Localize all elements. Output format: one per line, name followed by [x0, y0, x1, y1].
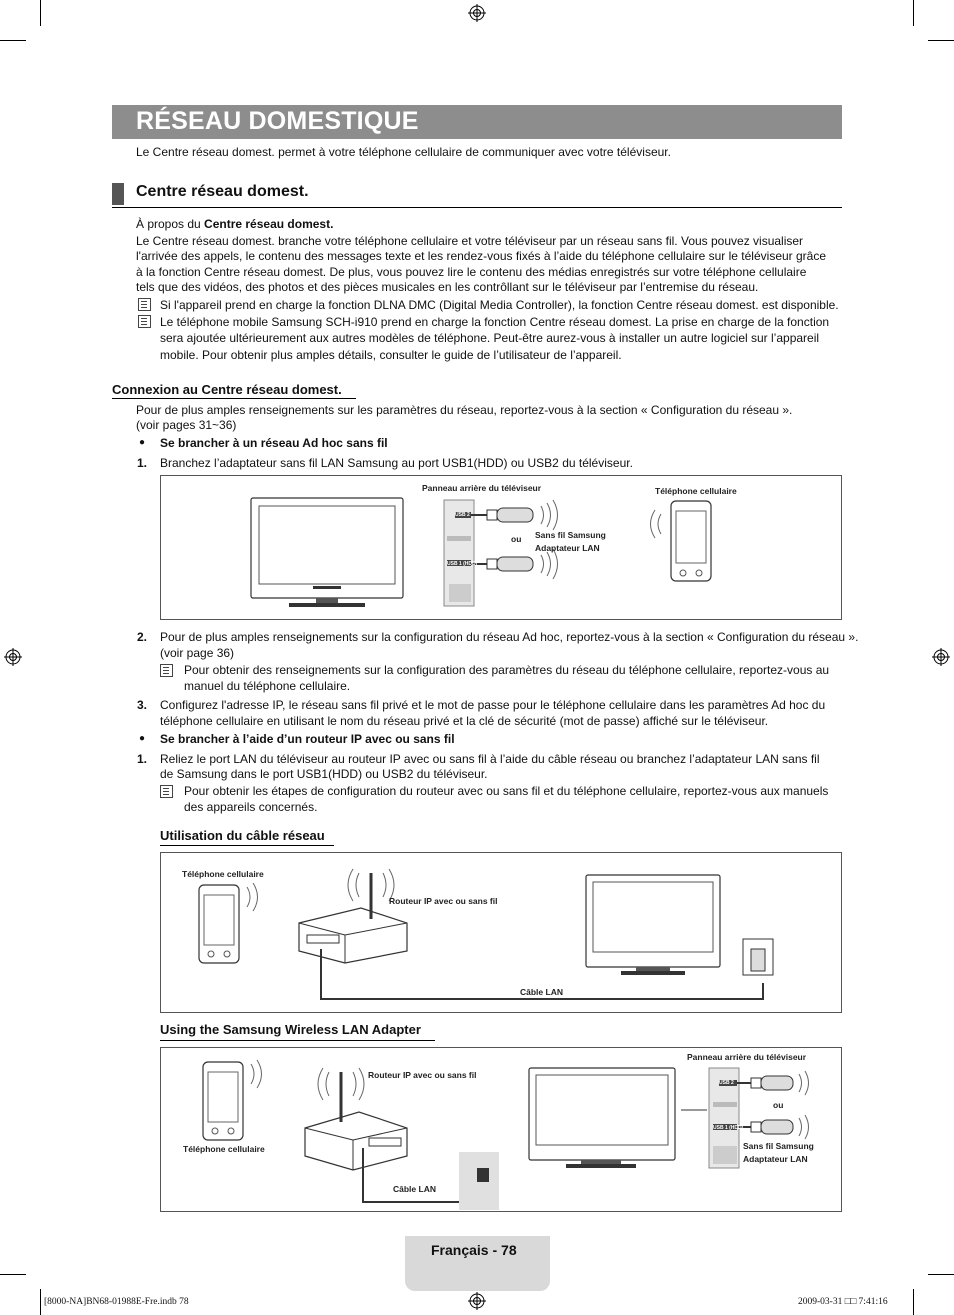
- note-text: manuel du téléphone cellulaire.: [184, 679, 351, 693]
- note-text: sera ajoutée ultérieurement aux autres modèles de téléphone. Peut-être aurez-vous à installer un autre logiciel sur l’appareil: [160, 331, 820, 345]
- crop-mark: [928, 40, 954, 41]
- page-title-bar: [112, 105, 842, 139]
- crop-mark: [913, 1289, 914, 1315]
- registration-mark-icon: [468, 1292, 486, 1310]
- note-icon: [160, 785, 173, 798]
- print-slug-right: 2009-03-31 □□ 7:41:16: [798, 1297, 888, 1307]
- adapter-label: Adaptateur LAN: [535, 543, 600, 553]
- about-prefix: À propos du: [136, 217, 205, 231]
- adapter-label: Sans fil Samsung: [743, 1141, 814, 1151]
- step-text: Configurez l'adresse IP, le réseau sans fil privé et le mot de passe pour le téléphone cellulaire dans les paramètres Ad hoc du: [160, 698, 826, 712]
- router-icon: [305, 1068, 407, 1170]
- figure-cable: [160, 852, 842, 1013]
- intro-text: Le Centre réseau domest. permet à votre téléphone cellulaire de communiquer avec votre téléviseur.: [136, 145, 671, 159]
- cable-label: Câble LAN: [393, 1184, 436, 1194]
- tv-icon: [586, 875, 720, 975]
- note-text: Pour obtenir des renseignements sur la configuration des paramètres du réseau du téléphone cellulaire, reportez-vous au: [184, 663, 830, 677]
- note-icon: [160, 664, 173, 677]
- body-line: Le Centre réseau domest. branche votre téléphone cellulaire et votre téléviseur par un réseau sans fil. Vous pouvez visualiser: [136, 234, 804, 248]
- underline: [112, 398, 356, 399]
- note-text: mobile. Pour obtenir plus amples détails, consulter le guide de l’utilisateur de l’appareil.: [160, 348, 622, 362]
- print-slug-left: [8000-NA]BN68-01988E-Fre.indb 78: [44, 1297, 189, 1307]
- port-usb1-label: USB 1 (HDD): [447, 561, 478, 567]
- phone-label: Téléphone cellulaire: [182, 869, 264, 879]
- step-text: Reliez le port LAN du téléviseur au routeur IP avec ou sans fil à l’aide du câble réseau ou branchez l’adaptateur LAN sans fil: [160, 752, 820, 766]
- step-text: Branchez l’adaptateur sans fil LAN Samsung au port USB1(HDD) ou USB2 du téléviseur.: [160, 456, 633, 470]
- phone-label: Téléphone cellulaire: [655, 486, 737, 496]
- note-text: Si l'appareil prend en charge la fonction DLNA DMC (Digital Media Controller), la fonction Centre réseau domest. est disponible.: [160, 298, 839, 312]
- tv-icon: [251, 498, 403, 607]
- crop-mark: [40, 0, 41, 26]
- step-text: de Samsung dans le port USB1(HDD) ou USB2 du téléviseur.: [160, 767, 488, 781]
- router-label: Routeur IP avec ou sans fil: [389, 896, 498, 906]
- crop-mark: [928, 1274, 954, 1275]
- note-text: Pour obtenir les étapes de configuration du routeur avec ou sans fil et du téléphone cellulaire, reportez-vous aux manuels: [184, 784, 829, 798]
- crop-mark: [40, 1289, 41, 1315]
- crop-mark: [0, 1274, 26, 1275]
- cable-label: Câble LAN: [520, 987, 563, 997]
- page-number: Français - 78: [431, 1242, 517, 1258]
- section-title: Centre réseau domest.: [136, 183, 309, 200]
- section-header: [112, 181, 842, 208]
- or-label: ou: [773, 1100, 784, 1110]
- port-usb2-label: USB 2: [455, 512, 470, 518]
- phone-icon: [651, 501, 712, 581]
- step-number: 1.: [137, 456, 148, 470]
- step-number: 2.: [137, 630, 148, 644]
- registration-mark-icon: [4, 648, 22, 666]
- bullet-icon: ●: [139, 733, 146, 744]
- crop-mark: [913, 0, 914, 26]
- underline: [160, 1040, 435, 1041]
- panel-label: Panneau arrière du téléviseur: [422, 483, 542, 493]
- note-icon: [138, 315, 151, 328]
- panel-label: Panneau arrière du téléviseur: [687, 1052, 807, 1062]
- step-text: Pour de plus amples renseignements sur la configuration du réseau Ad hoc, reportez-vous à la section « Configuration du réseau ».: [160, 630, 859, 644]
- note-text: des appareils concernés.: [184, 800, 318, 814]
- bullet-text: Se brancher à un réseau Ad hoc sans fil: [160, 436, 388, 450]
- router-icon: [299, 869, 407, 963]
- note-icon: [138, 298, 151, 311]
- router-label: Routeur IP avec ou sans fil: [368, 1070, 477, 1080]
- adapter-label: Sans fil Samsung: [535, 530, 606, 540]
- page-number-tab: [405, 1236, 550, 1291]
- body-line: à la fonction Centre réseau domest. De plus, vous pouvez lire le contenu des médias enregistrés sur votre téléphone cellulaire: [136, 265, 807, 279]
- about-line: [136, 216, 333, 232]
- port-usb1-label: USB 1 (HDD): [713, 1125, 744, 1131]
- phone-icon: [203, 1060, 262, 1140]
- port-usb2-label: USB 2: [719, 1080, 734, 1086]
- body-line: l'arrivée des appels, le contenu des messages texte et les rendez-vous fixés à l’aide du téléphone cellulaire sur le téléviseur grâce: [136, 249, 827, 263]
- step-number: 1.: [137, 752, 148, 766]
- body-line: tels que des vidéos, des photos et des pièces musicales en les contrôllant sur le téléviseur par l’entremise du réseau.: [136, 280, 759, 294]
- adapter-label: Adaptateur LAN: [743, 1154, 808, 1164]
- section-marker: [112, 183, 124, 205]
- connexion-line: Pour de plus amples renseignements sur les paramètres du réseau, reportez-vous à la section « Configuration du réseau ».: [136, 403, 793, 417]
- figure-adhoc-drawing: [161, 476, 841, 619]
- figure-adapter: [160, 1047, 842, 1212]
- step-number: 3.: [137, 698, 148, 712]
- bullet-text: Se brancher à l’aide d’un routeur IP avec ou sans fil: [160, 732, 455, 746]
- registration-mark-icon: [932, 648, 950, 666]
- note-text: Le téléphone mobile Samsung SCH-i910 prend en charge la fonction Centre réseau domest. La prise en charge de la fonction: [160, 315, 830, 329]
- page-title: RÉSEAU DOMESTIQUE: [136, 107, 419, 135]
- crop-mark: [0, 40, 26, 41]
- about-bold: Centre réseau domest.: [204, 217, 334, 231]
- bullet-icon: ●: [139, 437, 146, 448]
- phone-icon: [199, 883, 258, 963]
- underline: [160, 845, 334, 846]
- tv-icon: [529, 1068, 707, 1168]
- subsection-title: Using the Samsung Wireless LAN Adapter: [160, 1022, 421, 1037]
- figure-adhoc: [160, 475, 842, 620]
- registration-mark-icon: [468, 4, 486, 22]
- subsection-title: Connexion au Centre réseau domest.: [112, 382, 342, 397]
- or-label: ou: [511, 534, 522, 544]
- step-text: (voir page 36): [160, 646, 235, 660]
- phone-label: Téléphone cellulaire: [183, 1144, 265, 1154]
- step-text: téléphone cellulaire en utilisant le nom du réseau privé et la clé de sécurité (mot de passe) affiché sur le téléviseur.: [160, 714, 769, 728]
- subsection-title: Utilisation du câble réseau: [160, 828, 325, 843]
- connexion-line: (voir pages 31~36): [136, 418, 237, 432]
